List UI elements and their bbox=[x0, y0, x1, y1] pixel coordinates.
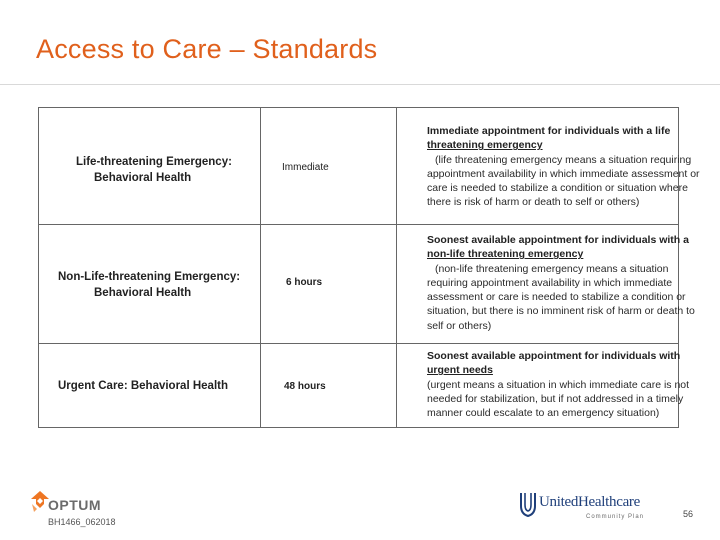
optum-wordmark: OPTUM bbox=[48, 497, 102, 513]
uhc-wordmark: UnitedHealthcare bbox=[539, 494, 640, 510]
category-label: Urgent Care: Behavioral Health bbox=[58, 380, 228, 392]
category-cell bbox=[39, 108, 261, 224]
description-text: Immediate appointment for individuals with a life threatening emergency (life threatening emergency means a situation requiring appointment availability in which immediate assessment or care is needed to stabilize a condition or situation where there is risk of harm or death to self or others) bbox=[427, 125, 700, 209]
document-id: BH1466_062018 bbox=[48, 517, 116, 527]
timeframe-cell bbox=[261, 343, 397, 427]
uhc-subtext: Community Plan bbox=[586, 514, 645, 520]
description-cell bbox=[397, 108, 700, 224]
description-text: Soonest available appointment for individuals with urgent needs (urgent means a situation in which immediate care is not needed for stabilization, but if not addressed in a timely manner could escalate to an emergency situation) bbox=[427, 350, 690, 420]
description-cell bbox=[397, 343, 690, 427]
table-row bbox=[39, 343, 690, 427]
table-row bbox=[39, 108, 700, 225]
table-row bbox=[39, 224, 695, 344]
unitedhealthcare-logo bbox=[519, 489, 645, 527]
timeframe-value: 48 hours bbox=[284, 381, 326, 392]
optum-logo bbox=[30, 490, 120, 520]
page-title: Access to Care – Standards bbox=[36, 34, 378, 64]
timeframe-cell bbox=[261, 108, 397, 224]
title-divider bbox=[0, 84, 720, 85]
category-cell bbox=[39, 224, 261, 343]
access-standards-table bbox=[38, 107, 700, 428]
timeframe-value: 6 hours bbox=[286, 277, 323, 288]
timeframe-cell bbox=[261, 224, 397, 343]
category-label: Life-threatening Emergency: Behavioral Health bbox=[76, 156, 232, 184]
description-text: Soonest available appointment for individuals with a non-life threatening emergency (non-life threatening emergency means a situation requiring appointment availability in which immediate assessment or care is needed to stabilize a condition or situation, but there is no imminent risk of harm or death to self or others) bbox=[427, 234, 695, 332]
description-cell bbox=[397, 224, 695, 343]
optum-mark-icon bbox=[30, 490, 50, 514]
category-label: Non-Life-threatening Emergency: Behavioral Health bbox=[58, 271, 241, 299]
category-cell bbox=[39, 343, 261, 427]
timeframe-value: Immediate bbox=[282, 162, 329, 173]
page-number: 56 bbox=[683, 509, 694, 519]
uhc-shield-icon bbox=[519, 491, 537, 517]
